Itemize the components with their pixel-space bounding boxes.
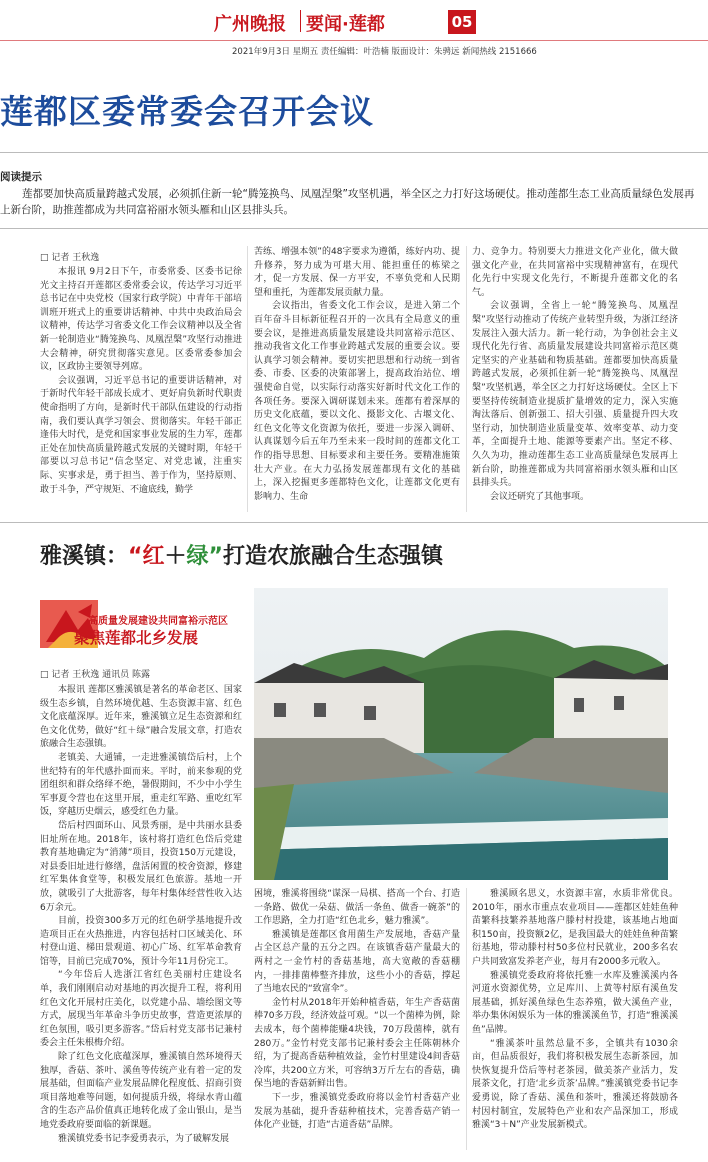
paragraph: 力、竞争力。特别要大力推进文化产业化，做大做强文化产业，在共同富裕中实现精神富有，在现代化先行中实现文化先行，不断提升莲都文化的名气。 <box>472 247 678 298</box>
paragraph: 雅溪镇是莲都区食用菌生产发展地，香菇产量占全区总产量的五分之四。在该镇香菇产量最大的两村之一金竹村的香菇基地，高大宽敞的香菇棚内，一排排菌棒整齐排放，这些小小的香菇，撑起了当地农民的“致富伞”。 <box>254 929 460 995</box>
article2-headline <box>40 539 443 570</box>
divider <box>0 522 708 523</box>
page-number-badge: 05 <box>448 10 476 34</box>
paragraph: “今年岱后人选浙江省红色美丽村庄建设名单，我们刚刚启动对基地的再次提升工程，将利用红色文化开展村庄美化，以党建小品、墙绘图文等方式，展现当年革命斗争历史故事，营造更浓厚的红色氛围，吸引更多游客。”岱后村党支部书记兼村委会主任朱根梅介绍。 <box>40 970 242 1049</box>
article1-column-2 <box>254 246 460 512</box>
issue-info-line: 2021年9月3日 星期五 责任编辑：叶浩楠 版面设计：朱骋远 新闻热线 2151666 <box>232 47 537 57</box>
paragraph: 目前，投资300多万元的红色研学基地提升改造项目正在火热推进，内容包括村口区域美化、环村登山道、梯田景观道、初心广场、红军革命教育馆等，目前已完成70%，预计今年11月份完工。 <box>40 916 242 967</box>
headline-prefix: 雅溪镇： <box>40 544 129 569</box>
article1-column-3 <box>472 246 678 512</box>
column-divider <box>247 246 248 512</box>
paragraph: 雅溪镇党委政府将依托雅一水库及雅溪溪内各河道水资源优势，立足库川、上黄等村原有溪鱼发展基础，抓好溪鱼绿色生态养殖，做大溪鱼产业，举办集休闲娱乐为一体的雅溪溪鱼节，打造“雅溪溪鱼”品牌。 <box>472 970 678 1035</box>
headline-suffix: 打造农旅融合生态强镇 <box>222 544 443 569</box>
divider <box>0 228 708 229</box>
paragraph: 本报讯 莲都区雅溪镇是著名的革命老区、国家级生态乡镇，自然环境优越、生态资源丰富、红色文化底蕴深厚。近年来，雅溪镇立足生态资源和红色文化优势，做好“红＋绿”融合发展文章，打造农旅融合生态强镇。 <box>40 685 242 750</box>
article2-byline: □ 记者 王秋逸 通讯员 陈露 <box>40 670 150 680</box>
article2-column-1 <box>40 684 242 1152</box>
village-river-photo <box>254 588 668 880</box>
masthead <box>0 0 708 44</box>
article1-byline: □ 记者 王秋逸 <box>40 253 100 263</box>
masthead-rule <box>0 40 708 41</box>
section-name: 要闻·莲都 <box>306 14 385 35</box>
article1-headline: 莲都区委常委会召开会议 <box>0 92 374 131</box>
paragraph: 雅溪镇党委书记李爱勇表示，为了破解发展 <box>58 1133 230 1144</box>
paragraph: 会议强调，全省上一轮“腾笼换鸟、凤凰涅槃”攻坚行动推动了传统产业转型升级，为浙江经济发展注入强大活力。新一轮行动，为争创社会主义现代化先行省、高质量发展建设共同富裕示范区奠定坚实的产业基础和物质基础。莲都要加快高质量跨越式发展，必须抓住新一轮“腾笼换鸟、凤凰涅槃”攻坚机遇，举全区之力打好这场硬仗。全区上下要坚持传统制造业提质扩量增效的定力，深入实施淘汰落后、创新强工、招大引强、质量提升四大攻坚行动，加快制造业质量变革、效率变革、动力变革，全面提升土地、能源等要素产出。坚定不移、久久为功，推动莲都生态工业高质量绿色发展再上新台阶，助推莲都成为共同富裕丽水领头雁和山区县排头兵。 <box>472 301 678 489</box>
paragraph: 下一步，雅溪镇党委政府将以金竹村香菇产业发展为基础，提升香菇种植技术，完善香菇产销一体化产业链，打造“古道香菇”品牌。 <box>254 1092 460 1131</box>
article1-column-1 <box>40 266 242 512</box>
divider <box>0 152 708 153</box>
lead-text: 莲都要加快高质量跨越式发展，必须抓住新一轮“腾笼换鸟、凤凰涅槃”攻坚机遇，举全区之力打好这场硬仗。推动莲都生态工业高质量绿色发展再上新台阶，助推莲都成为共同富裕丽水领头雁和山区县排头兵。 <box>0 188 695 216</box>
column-divider <box>466 888 467 1150</box>
paragraph: 苦练、增强本领”的48字要求为遵循，练好内功、提升修养，努力成为可堪大用、能担重任的栋梁之才，促一方发展、保一方平安，不辜负党和人民期望和重托，为莲都发展贡献力量。 <box>254 247 460 298</box>
article2-column-2 <box>254 888 460 1152</box>
photo-illustration <box>254 588 668 880</box>
paragraph: 本报讯 9月2日下午，市委常委、区委书记徐光文主持召开莲都区委常委会议，传达学习习近平总书记在中央党校（国家行政学院）中青年干部培训班开班式上的重要讲话精神、中共中央政治局会议精神，传达学习省委文化工作会议精神以及全省新一轮制造业“腾笼换鸟、凤凰涅槃”攻坚行动推进大会精神，研究贯彻落实意见。区委常委参加会议，区政协主要领导列席。 <box>40 267 242 373</box>
paragraph: 岱后村四面环山、风景秀丽，是中共丽水县委旧址所在地。2018年，该村将打造红色岱后党建教育基地确定为“消薄”项目，投资150万元建设，对县委旧址进行修缮，盘活闲置的校舍资源，修建红军集体食堂等，积极发展红色旅游。基地一开放，就吸引了大批游客，每年村集体经营性收入达6万余元。 <box>40 820 242 913</box>
paragraph: 老镇美、大通铺，一走进雅溪镇岱后村，上个世纪特有的年代感扑面而来。平时，前来参观的党团组织和群众络绎不绝，暑假期间，不少中小学生军事夏令营也在这里开展，重走红军路、重吃红军饭，穿越历史烟云，感受红色力量。 <box>40 752 242 818</box>
paragraph: 困境，雅溪将围绕“谋深一局棋、搭高一个台、打造一条路、做优一朵菇、做活一条鱼、做香一碗茶”的工作思路，全力打造“红色北乡，魅力雅溪”。 <box>254 889 460 927</box>
paragraph: 会议还研究了其他事项。 <box>490 491 590 502</box>
paragraph: 雅溪顾名思义，水资源丰富，水质非常优良。2010年，丽水市重点农业项目——莲都区娃娃鱼种苗繁科技繁养基地落户滕村村投建，该基地占地面积150亩，投资额2亿，是我国最大的娃娃鱼种苗繁衍基地，带动滕村村50多位村民就业，200多名农户共同致富发养老产业，每月有2000多元收入。 <box>472 889 678 967</box>
headline-green-word: 绿” <box>186 544 223 569</box>
paragraph: “雅溪茶叶虽然总量不多，全镇共有1030余亩，但品质很好，我们将积极发展生态新茶园，加快恢复提升岱后等村老茶园，做美茶产业活力，发展茶文化，打造‘北乡贡茶’品牌。”雅溪镇党委书记李爱勇说，除了香菇、溪鱼和茶叶，雅溪还将鼓励各村因村制宜，发展特色产业和农产品深加工，形成雅溪“3＋N”产业发展新模式。 <box>472 1038 678 1131</box>
headline-red-word: “红 <box>128 544 165 569</box>
headline-plus: ＋ <box>164 544 187 569</box>
paragraph: 会议指出，省委文化工作会议，是进入第二个百年奋斗目标新征程召开的一次具有全局意义的重要会议，是推进高质量发展建设共同富裕示范区、推动我省文化工作事业跨越式发展的重要会议。要认真学习领会精神。要切实把思想和行动统一到省委、市委、区委的决策部署上，提高政治站位、增强使命自觉，以实际行动落实好新时代文化工作的各项任务。要深入调研谋划未来。莲都有着深厚的历史文化底蕴，要以文化、摄影文化、古堰文化、红色文化等文化资源为依托，要进一步深入调研、认真谋划今后五年乃至未来一段时间的莲都文化工作的指导思想、目标要求和主要任务。要精准施策壮大产业。在大力弘扬发展莲都现有文化的基础上，深入挖掘更多莲都特色文化，让莲都文化更有影响力、生命 <box>254 301 460 502</box>
column-divider <box>466 246 467 512</box>
paragraph: 除了红色文化底蕴深厚，雅溪镇自然环境得天独厚，香菇、茶叶、溪鱼等传统产业有着一定的发展基础，但面临产业发展品牌化程度低、招商引资项目落地难等问题，如何提质升级，将绿水青山蕴含的生态产品价值真正地转化成了金山银山，是当地党委政府要面临的新课题。 <box>40 1052 242 1130</box>
article2-column-3 <box>472 888 678 1152</box>
paragraph: 会议强调，习近平总书记的重要讲话精神，对于新时代年轻干部成长成才、更好肩负新时代职责使命指明了方向，是新时代干部队伍建设的行动指南，我们要认真学习领会、贯彻落实。年轻干部正逢伟大时代，是党和国家事业发展的生力军，莲都正处在加快高质量跨越式发展的关键时期，年轻干部要以习总书记“信念坚定、对党忠诚，注重实际、实事求是，勇于担当、善于作为，坚持原则、敢于斗争，严守规矩、不逾底线，勤学 <box>40 375 242 495</box>
paper-name: 广州晚报 <box>214 14 286 35</box>
paragraph: 金竹村从2018年开始种植香菇，年生产香菇菌棒70多万段，经济效益可观。“以一个菌棒为例，除去成本，每个菌棒能赚4块钱，70万段菌棒，就有280万。”金竹村党支部书记兼村委会主任陈朝林介绍，为了提高香菇种植效益，金竹村里建设4间香菇冷库，共200立方米，可容纳3万斤左右的香菇，确保当地的香菇新鲜出售。 <box>254 997 460 1090</box>
masthead-divider <box>300 10 301 32</box>
banner-line-1: 高质量发展建设共同富裕示范区 <box>88 616 228 627</box>
banner-line-2: 聚焦莲都北乡发展 <box>74 629 199 647</box>
lead-label: 阅读提示 <box>0 171 42 183</box>
series-banner <box>38 596 230 652</box>
